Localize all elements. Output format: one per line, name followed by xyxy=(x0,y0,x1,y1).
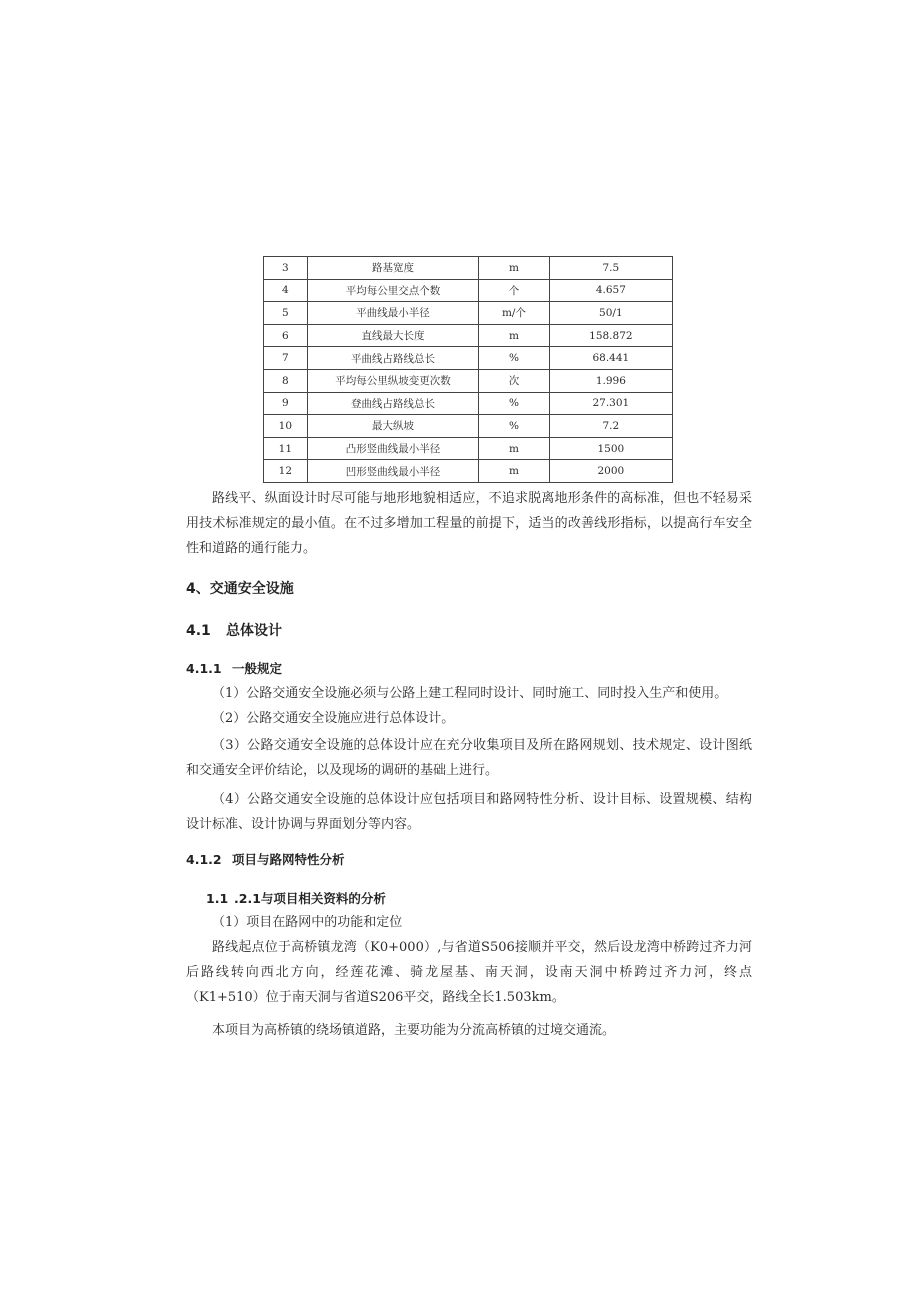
item-name-cell: 直线最大长度 xyxy=(307,324,479,347)
table-row xyxy=(264,324,673,347)
subsection-number: 1.1 xyxy=(206,891,229,906)
road-spec-table xyxy=(263,256,673,483)
row-number-cell: 12 xyxy=(264,460,308,483)
value-cell: 50/1 xyxy=(549,302,672,325)
function-item-1: （1）项目在路网中的功能和定位 xyxy=(212,915,403,930)
value-cell: 1500 xyxy=(549,437,672,460)
section-4-1-2-title: 项目与路网特性分析 xyxy=(232,852,345,867)
table-row xyxy=(264,437,673,460)
section-4-1-2-number: 4.1.2 xyxy=(186,852,222,867)
rule-item-1: （1）公路交通安全设施必须与公路上建工程同时设计、同时施工、同时投入生产和使用。 xyxy=(212,686,728,701)
rule-item-3: （3）公路交通安全设施的总体设计应在充分收集项目及所在路网规划、技术规定、设计图纸和交通安全评价结论，以及现场的调研的基础上进行。 xyxy=(186,738,752,778)
row-number-cell: 4 xyxy=(264,279,308,302)
table-row xyxy=(264,392,673,415)
subsection-heading xyxy=(206,889,386,907)
row-number-cell: 10 xyxy=(264,415,308,438)
row-number-cell: 7 xyxy=(264,347,308,370)
item-name-cell: 平曲线最小半径 xyxy=(307,302,479,325)
unit-cell: 次 xyxy=(479,369,549,392)
section-4-1-1-number: 4.1.1 xyxy=(186,661,222,676)
row-number-cell: 9 xyxy=(264,392,308,415)
row-number-cell: 6 xyxy=(264,324,308,347)
item-name-cell: 平曲线占路线总长 xyxy=(307,347,479,370)
table-row xyxy=(264,369,673,392)
table-row xyxy=(264,460,673,483)
unit-cell: m xyxy=(479,257,549,280)
intro-paragraph: 路线平、纵面设计时尽可能与地形地貌相适应，不追求脱离地形条件的高标准，但也不轻易采用技术标准规定的最小值。在不过多增加工程量的前提下，适当的改善线形指标，以提高行车安全性和道路的通行能力。 xyxy=(186,491,752,556)
value-cell: 4.657 xyxy=(549,279,672,302)
row-number-cell: 11 xyxy=(264,437,308,460)
section-4-heading: 4、交通安全设施 xyxy=(186,581,294,597)
value-cell: 2000 xyxy=(549,460,672,483)
table-row xyxy=(264,347,673,370)
unit-cell: % xyxy=(479,392,549,415)
section-4-1-number: 4.1 xyxy=(186,623,211,639)
section-4-1-title: 总体设计 xyxy=(226,623,282,639)
table-row xyxy=(264,302,673,325)
item-name-cell: 平均每公里纵坡变更次数 xyxy=(307,369,479,392)
item-name-cell: 平均每公里交点个数 xyxy=(307,279,479,302)
item-name-cell: 凹形竖曲线最小半径 xyxy=(307,460,479,483)
item-name-cell: 凸形竖曲线最小半径 xyxy=(307,437,479,460)
rule-item-4: （4）公路交通安全设施的总体设计应包括项目和路网特性分析、设计目标、设置规模、结构设计标准、设计协调与界面划分等内容。 xyxy=(186,792,752,832)
item-name-cell: 路基宽度 xyxy=(307,257,479,280)
value-cell: 68.441 xyxy=(549,347,672,370)
subsection-title: .2.1与项目相关资料的分析 xyxy=(234,891,386,906)
unit-cell: 个 xyxy=(479,279,549,302)
row-number-cell: 8 xyxy=(264,369,308,392)
unit-cell: m xyxy=(479,324,549,347)
value-cell: 7.2 xyxy=(549,415,672,438)
unit-cell: % xyxy=(479,347,549,370)
value-cell: 1.996 xyxy=(549,369,672,392)
section-4-1-1-heading xyxy=(186,659,282,677)
section-4-1-1-title: 一般规定 xyxy=(232,661,283,676)
section-4-1-2-heading xyxy=(186,850,345,868)
table-row xyxy=(264,279,673,302)
route-description-paragraph: 路线起点位于高桥镇龙湾（K0+000）,与省道S506接顺并平交，然后设龙湾中桥跨过齐力河后路线转向西北方向，经莲花滩、骑龙屋基、南天洞，设南天洞中桥跨过齐力河，终点（K1+510）位于南天洞与省道S206平交，路线全长1.503km。 xyxy=(186,940,752,1005)
rule-item-2: （2）公路交通安全设施应进行总体设计。 xyxy=(212,711,455,726)
row-number-cell: 3 xyxy=(264,257,308,280)
value-cell: 158.872 xyxy=(549,324,672,347)
unit-cell: m xyxy=(479,460,549,483)
row-number-cell: 5 xyxy=(264,302,308,325)
project-function-paragraph: 本项目为高桥镇的绕场镇道路，主要功能为分流高桥镇的过境交通流。 xyxy=(212,1023,616,1038)
table-row xyxy=(264,415,673,438)
item-name-cell: 登曲线占路线总长 xyxy=(307,392,479,415)
value-cell: 7.5 xyxy=(549,257,672,280)
unit-cell: m/个 xyxy=(479,302,549,325)
unit-cell: m xyxy=(479,437,549,460)
section-4-1-heading xyxy=(186,620,282,640)
road-spec-table-body xyxy=(264,257,673,483)
value-cell: 27.301 xyxy=(549,392,672,415)
unit-cell: % xyxy=(479,415,549,438)
item-name-cell: 最大纵坡 xyxy=(307,415,479,438)
table-row xyxy=(264,257,673,280)
